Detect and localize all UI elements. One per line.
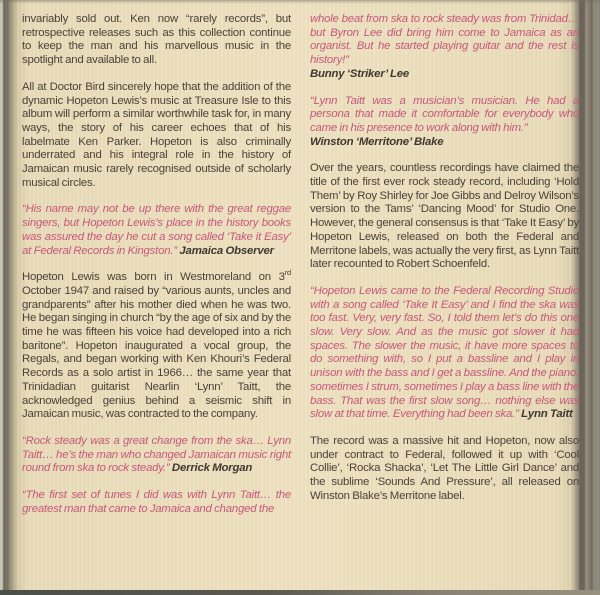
ordinal-superscript: rd xyxy=(284,268,291,278)
text-run: Hopeton Lewis was born in Westmoreland on 3 xyxy=(22,271,285,284)
text-run: All at Doctor Bird sincerely hope that the addition of the dynamic Hopeton Lewis’s music at Treasure Isle to this album will perform a similar worthwhile task for, in many ways, the story of his career echoes that of his labelmate Ken Parker. Hopeton is also criminally underrated and his integral role in the history of Jamaican music rarely recognised outside of scholarly musical circles. xyxy=(22,80,291,189)
text-columns xyxy=(22,13,579,517)
text-run: “Hopeton Lewis came to the Federal Recording Studio with a song called ‘Take It Easy’ and I find the ska was too fast. Very, very fast. So, I told them let’s do this one slow. Very slow. And as the music got slower it had spaces. The slower the music, it have more spaces to do something with, so I put a bassline and I play in unison with the bass and I get a bassline. And the piano, sometimes I strum, sometimes I play a bass line with the bass. That was the first slow song… nothing else was slow at that time. Everything had been ska.” xyxy=(310,284,579,421)
quote-paragraph xyxy=(22,435,291,476)
text-run: “The first set of tunes I did was with Lynn Taitt… the greatest man that came to Jamaica and changed the xyxy=(22,489,291,515)
quote-paragraph xyxy=(310,13,579,82)
quote-attribution-line: Bunny ‘Striker’ Lee xyxy=(310,67,410,80)
page-bottom-edge-shadow xyxy=(0,590,600,595)
text-run: The record was a massive hit and Hopeton, now also under contract to Federal, followed it up with ‘Cool Collie’, ‘Rocka Shacka’, ‘Let The Little Girl Dance’ and the sublime ‘Sounds And Pressure’, all released on Winston Blake’s Merritone label. xyxy=(310,434,579,502)
text-run: whole beat from ska to rock steady was from Trinidad… but Byron Lee did bring him come to Jamaica as an organist. But he started playing guitar and the rest is history!” xyxy=(310,13,579,67)
body-paragraph xyxy=(22,13,291,68)
quote-attribution: Derrick Morgan xyxy=(171,462,253,475)
quote-attribution: Lynn Taitt xyxy=(521,408,573,421)
text-run: “Lynn Taitt was a musician’s musician. He had a persona that made it comfortable for everybody who came in his presence to work along with him.” xyxy=(310,94,579,134)
quote-attribution-line: Winston ‘Merritone’ Blake xyxy=(310,135,444,148)
right-column xyxy=(310,13,579,517)
left-column xyxy=(22,13,291,517)
body-paragraph xyxy=(310,162,579,272)
text-run: “Rock steady was a great change from the ska… Lynn Taitt… he’s the man who changed Jamaican music right round from ska to rock steady.” xyxy=(22,434,291,475)
body-paragraph xyxy=(22,268,291,422)
body-paragraph xyxy=(310,435,579,504)
text-run: Over the years, countless recordings have claimed the title of the first ever rock steady record, including ‘Hold Them’ by Roy Shirley for Joe Gibbs and Delroy Wilson’s version to the Tams’ ‘Dancing Mood’ for Studio One. However, the general consensus is that ‘Take It Easy’ by Hopeton Lewis, released on both the Federal and Merritone labels, was actually the very first, as Lynn Taitt later recounted to Robert Schoenfeld. xyxy=(310,162,579,271)
text-run: October 1947 and raised by “various aunts, uncles and grandparents” after his mother died when he was two. He began singing in church “by the age of six and by the time he was fifteen his voice had developed into a rich baritone”. Hopeton inaugurated a vocal group, the Regals, and began working with Ken Khouri’s Federal Records as a solo artist in 1966… the same year that Trinidadian guitarist Nearlin ‘Lynn’ Taitt, the acknowledged genius behind a seismic shift in Jamaican music, was contracted to the company. xyxy=(22,284,291,421)
body-paragraph xyxy=(22,81,291,191)
quote-paragraph xyxy=(22,203,291,258)
quote-paragraph xyxy=(310,95,579,150)
quote-paragraph xyxy=(22,489,291,516)
text-run: invariably sold out. Ken now “rarely records”, but retrospective releases such as this collection continue to keep the man and his marvellous music in the spotlight and available to all. xyxy=(22,13,291,67)
quote-attribution: Jamaica Observer xyxy=(179,244,274,257)
quote-paragraph xyxy=(310,285,579,422)
text-run: “His name may not be up there with the great reggae singers, but Hopeton Lewis’s place in the history books was assured the day he cut a song called ‘Take it Easy’ at Federal Records in Kingston.” xyxy=(22,203,291,257)
